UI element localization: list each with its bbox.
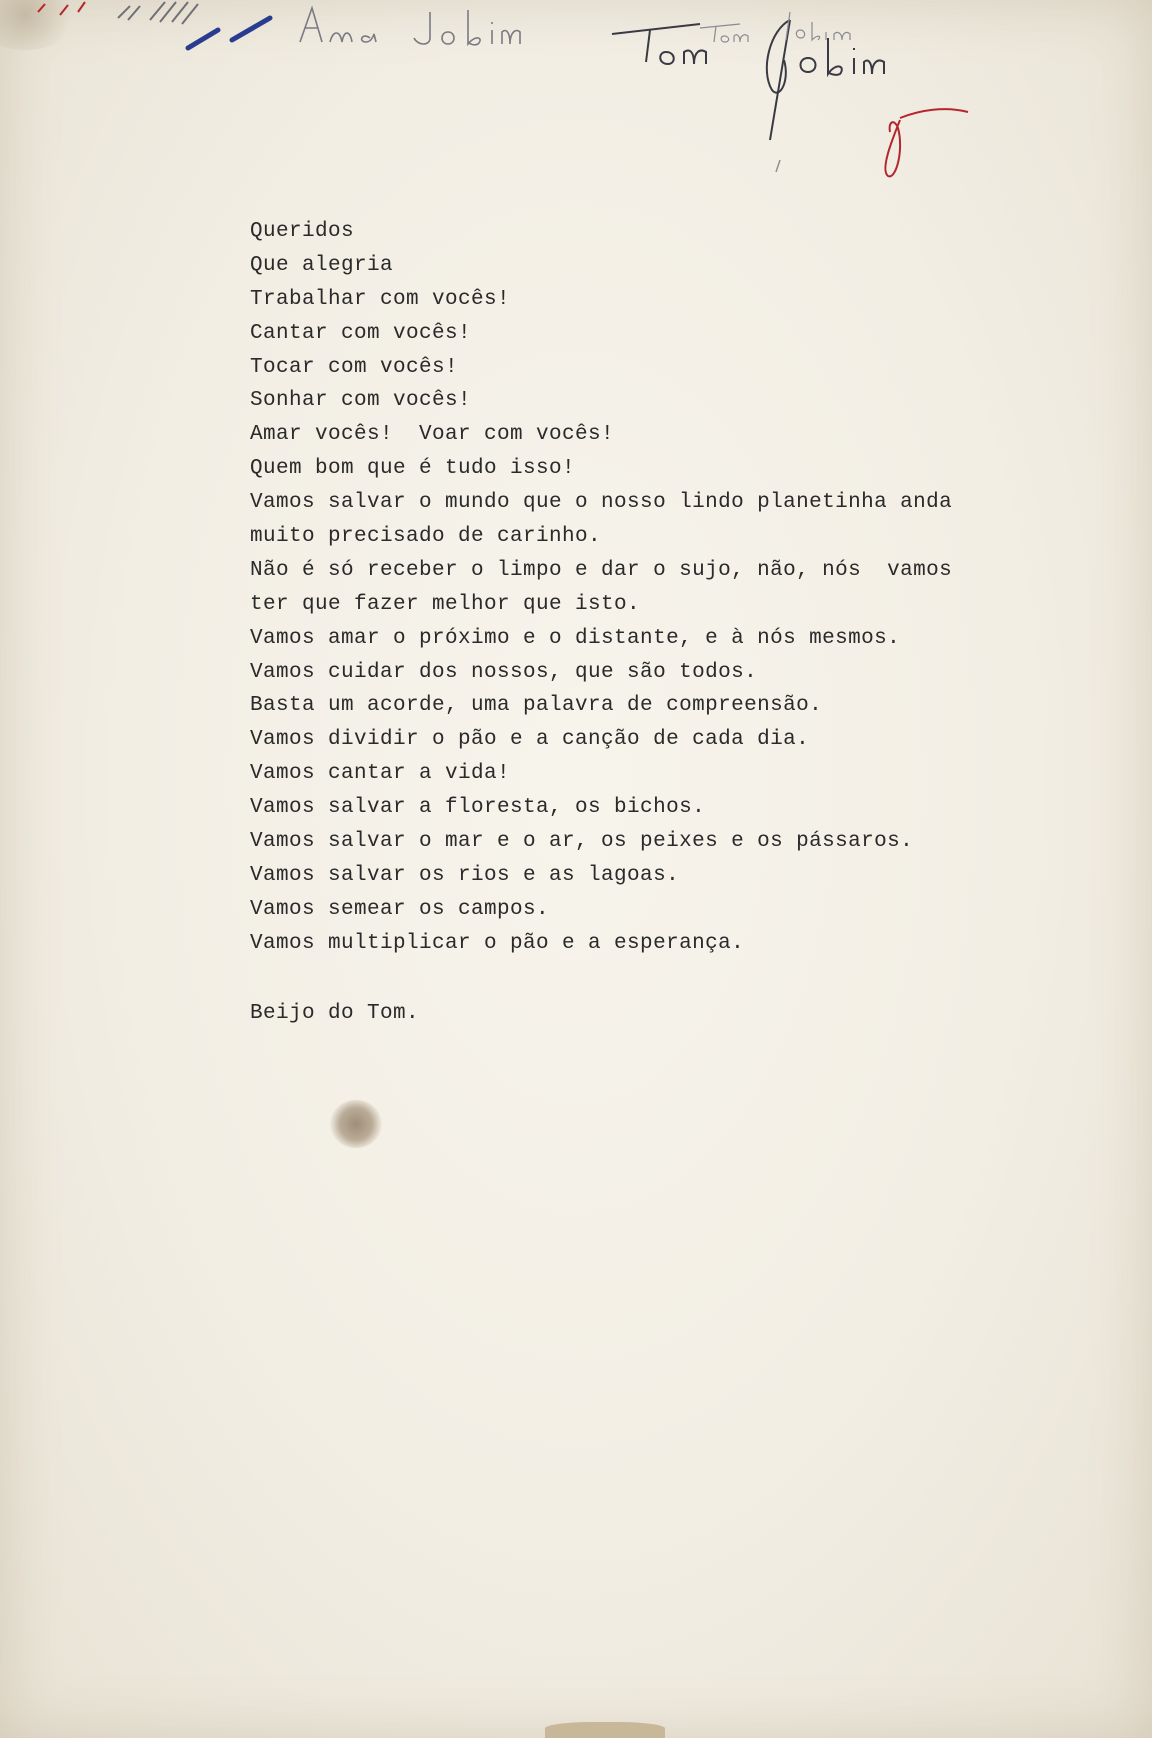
- letter-line: Basta um acorde, uma palavra de compreensão.: [250, 694, 823, 718]
- letter-line: Tocar com vocês!: [250, 355, 459, 379]
- torn-edge: [545, 1722, 665, 1738]
- letter-line: Vamos amar o próximo e o distante, e à nós mesmos.: [250, 626, 901, 650]
- letter-signoff: Beijo do Tom.: [250, 1002, 420, 1025]
- red-annotation-mark: [885, 109, 968, 176]
- letter-line: Não é só receber o limpo e dar o sujo, não, nós vamos: [250, 558, 953, 582]
- letter-line: Vamos semear os campos.: [250, 897, 550, 921]
- letter-line: Vamos cantar a vida!: [250, 762, 511, 786]
- letter-line: Quem bom que é tudo isso!: [250, 457, 576, 481]
- pencil-tick: [776, 160, 780, 172]
- letter-line: Amar vocês! Voar com vocês!: [250, 423, 615, 447]
- letter-line: Vamos salvar a floresta, os bichos.: [250, 796, 706, 820]
- blue-double-slash: [188, 18, 270, 48]
- letter-line: Vamos salvar o mundo que o nosso lindo planetinha anda: [250, 491, 953, 515]
- letter-line: Trabalhar com vocês!: [250, 287, 511, 311]
- letter-body: [250, 215, 1010, 961]
- letter-line: Queridos: [250, 220, 355, 243]
- letter-line: ter que fazer melhor que isto.: [250, 592, 641, 616]
- letter-line: Vamos salvar os rios e as lagoas.: [250, 863, 680, 887]
- handwritten-ana-jobim: [300, 8, 520, 45]
- letter-line: Vamos dividir o pão e a canção de cada dia.: [250, 728, 810, 752]
- letter-line: Sonhar com vocês!: [250, 389, 472, 413]
- letter-line: muito precisado de carinho.: [250, 525, 602, 549]
- pencil-strokes: [118, 2, 198, 24]
- handwritten-annotations: [0, 0, 1152, 200]
- red-tick-marks: [38, 2, 85, 15]
- ink-stain: [330, 1100, 382, 1148]
- letter-line: Vamos salvar o mar e o ar, os peixes e os pássaros.: [250, 830, 914, 854]
- letter-line: Vamos multiplicar o pão e a esperança.: [250, 931, 745, 955]
- letter-line: Que alegria: [250, 253, 394, 277]
- letter-line: Cantar com vocês!: [250, 321, 472, 345]
- letter-line: Vamos cuidar dos nossos, que são todos.: [250, 660, 758, 684]
